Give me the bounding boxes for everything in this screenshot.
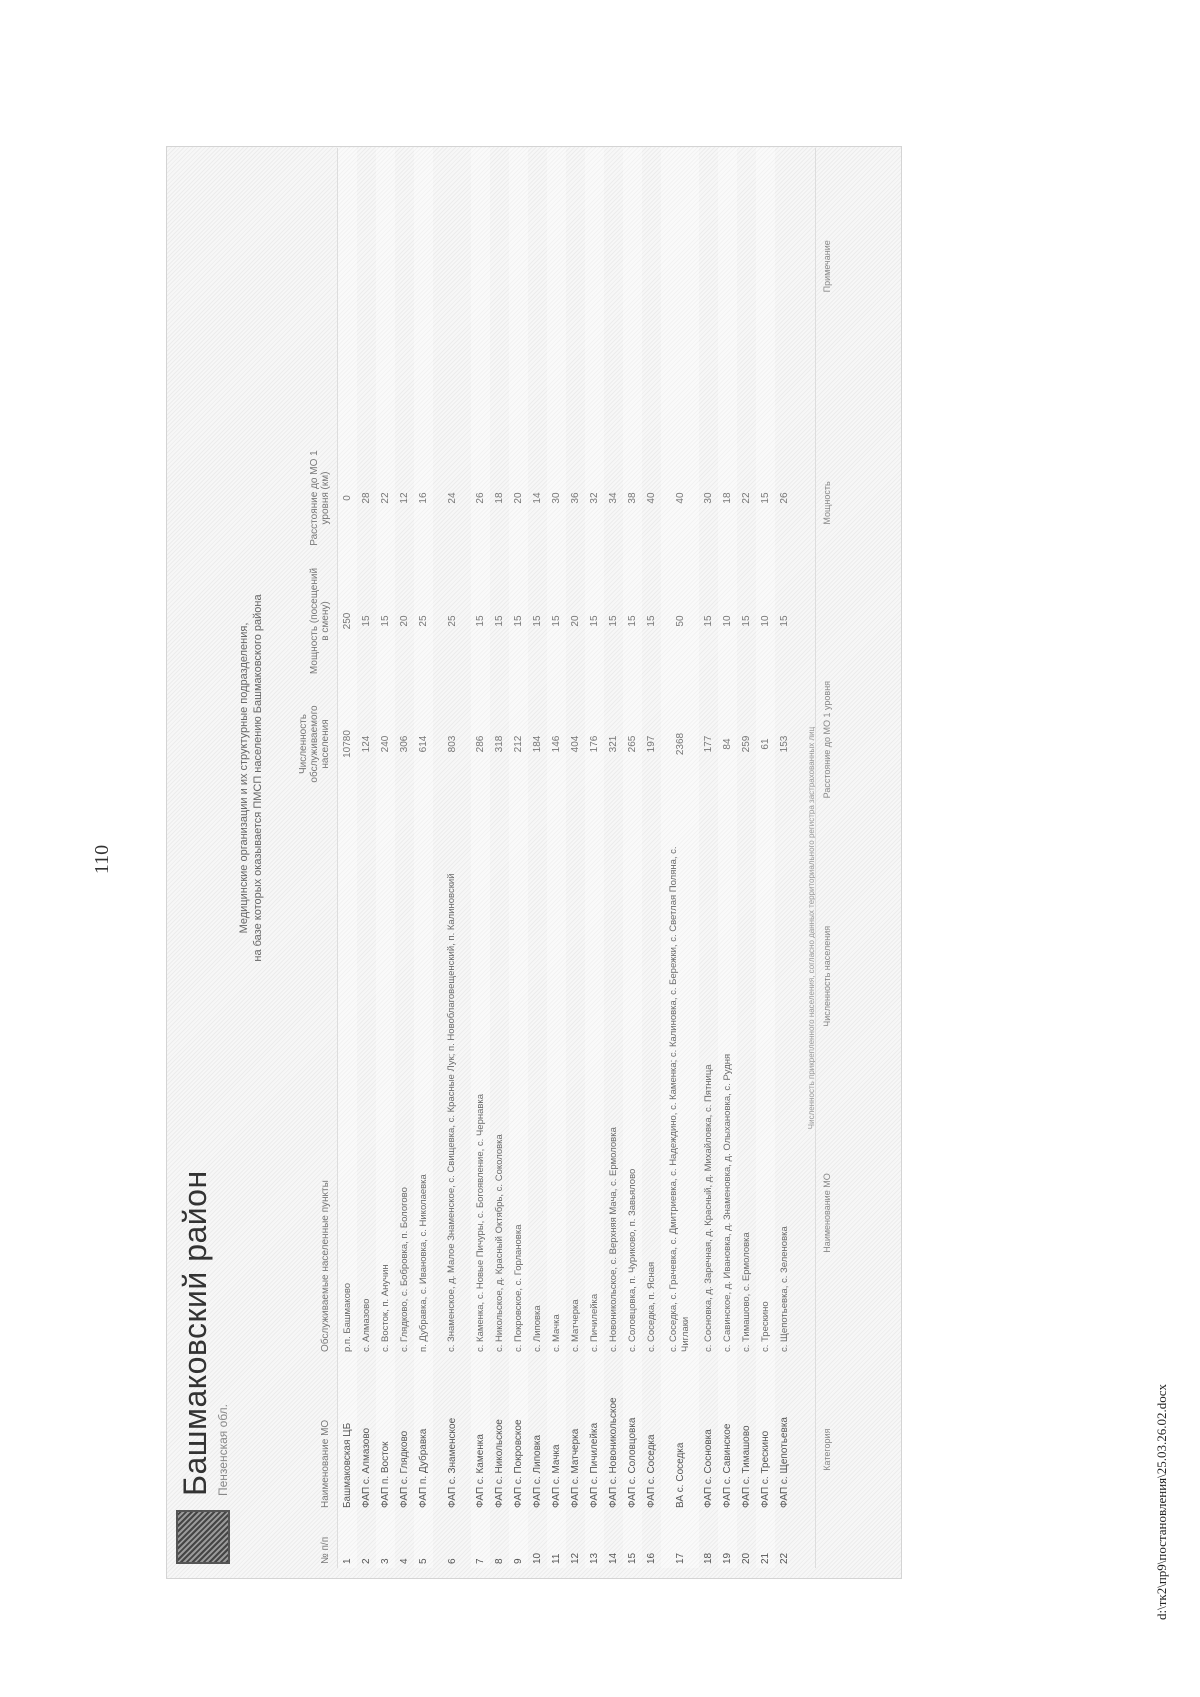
table-row [661, 148, 699, 1568]
cell-distance: 40 [674, 492, 686, 504]
cell-num: 1 [342, 1558, 353, 1564]
cell-name: ФАП с. Новоникольское [608, 1397, 619, 1508]
table-header [267, 148, 338, 1568]
district-block [177, 1170, 230, 1496]
cell-capacity: 15 [741, 615, 752, 627]
district-logo [176, 1510, 230, 1564]
cell-capacity: 15 [703, 615, 714, 627]
cell-population: 614 [418, 735, 429, 753]
cell-name: ФАП с. Щепотьевка [779, 1417, 790, 1508]
table-row [528, 148, 547, 1568]
cell-distance: 18 [494, 492, 505, 504]
cell-name: Башмаковская ЦБ [342, 1422, 353, 1508]
cell-name: ФАП с. Каменка [475, 1434, 486, 1508]
cell-capacity: 10 [722, 615, 733, 627]
footer-col-1: Наименование МО [822, 1173, 832, 1253]
cell-population: 240 [380, 735, 391, 753]
cell-distance: 0 [342, 495, 353, 501]
table-row [490, 148, 509, 1568]
cell-population: 212 [513, 735, 524, 753]
cell-capacity: 50 [674, 615, 686, 627]
district-title: Башмаковский район [176, 1170, 213, 1496]
cell-places: с. Трескино [759, 1301, 771, 1352]
cell-capacity: 15 [361, 615, 372, 627]
cell-distance: 32 [589, 492, 600, 504]
cell-population: 265 [627, 735, 638, 753]
cell-num: 4 [399, 1558, 410, 1564]
table-row [642, 148, 661, 1568]
cell-places: с. Никольское, д. Красный Октябрь, с. Соколовка [493, 1134, 505, 1352]
cell-num: 18 [703, 1552, 714, 1564]
cell-population: 84 [722, 738, 733, 750]
cell-num: 3 [380, 1558, 391, 1564]
cell-capacity: 15 [475, 615, 486, 627]
cell-population: 286 [475, 735, 486, 753]
cell-distance: 14 [532, 492, 543, 504]
cell-name: ФАП с. Соседка [646, 1434, 657, 1508]
cell-name: ФАП с. Знаменское [446, 1417, 458, 1508]
cell-population: 177 [703, 735, 714, 753]
table-row [509, 148, 528, 1568]
cell-num: 6 [446, 1558, 458, 1564]
cell-population: 2368 [674, 732, 686, 756]
header-num: № п/п [320, 1536, 331, 1564]
cell-name: ФАП с. Мачка [551, 1444, 562, 1508]
cell-num: 22 [779, 1552, 790, 1564]
cell-distance: 38 [627, 492, 638, 504]
cell-num: 16 [646, 1552, 657, 1564]
cell-distance: 30 [551, 492, 562, 504]
cell-capacity: 15 [646, 615, 657, 627]
cell-name: ФАП п. Дубравка [418, 1428, 429, 1508]
cell-num: 14 [608, 1552, 619, 1564]
cell-name: ФАП с. Савинское [722, 1423, 733, 1508]
cell-distance: 36 [570, 492, 581, 504]
table-row [433, 148, 471, 1568]
cell-num: 8 [494, 1558, 505, 1564]
cell-places: с. Алмазово [360, 1298, 372, 1352]
table-row [395, 148, 414, 1568]
table-row [547, 148, 566, 1568]
cell-num: 11 [551, 1553, 562, 1564]
cell-name: ФАП с. Трескино [760, 1430, 771, 1508]
cell-capacity: 10 [760, 615, 771, 627]
cell-places: с. Знаменское, д. Малое Знаменское, с. Свищевка, с. Красные Лук; п. Новоблаговещенский, п. Калиновский [446, 873, 457, 1352]
cell-num: 20 [741, 1552, 752, 1564]
table-row [585, 148, 604, 1568]
cell-distance: 22 [741, 492, 752, 504]
cell-capacity: 15 [627, 615, 638, 627]
table-row [376, 148, 395, 1568]
cell-name: ФАП с. Липовка [532, 1434, 543, 1508]
document-title-line-1: Медицинские организации и их структурные подразделения, [238, 622, 250, 934]
cell-name: ФАП п. Восток [380, 1441, 391, 1508]
footer-path [1140, 0, 1180, 1697]
table-row [414, 148, 433, 1568]
table-row [756, 148, 775, 1568]
cell-population: 318 [494, 735, 505, 753]
cell-capacity: 15 [532, 615, 543, 627]
cell-places: с. Новоникольское, с. Верхняя Мача, с. Ермоловка [607, 1127, 619, 1352]
table-row [471, 148, 490, 1568]
cell-distance: 40 [646, 492, 657, 504]
cell-places: с. Сосновка, д. Заречная, д. Красный, д. Михайловка, с. Пятница [702, 1064, 714, 1352]
header-population: Численность обслуживаемого населения [298, 705, 331, 783]
cell-places: с. Соседка, п. Ясная [645, 1261, 657, 1352]
cell-num: 15 [627, 1552, 638, 1564]
cell-num: 13 [589, 1552, 600, 1564]
district-subtitle: Пензенская обл. [215, 1404, 230, 1496]
cell-distance: 20 [513, 492, 524, 504]
cell-population: 124 [361, 735, 372, 753]
cell-distance: 16 [418, 492, 429, 504]
cell-places: р.п. Башмаково [341, 1282, 353, 1352]
cell-num: 19 [722, 1552, 733, 1564]
header-name: Наименование МО [320, 1419, 331, 1508]
cell-name: ФАП с. Покровское [513, 1419, 524, 1508]
cell-num: 7 [475, 1558, 486, 1564]
table-row [775, 148, 794, 1568]
cell-num: 9 [513, 1558, 524, 1564]
page-number: 110 [91, 844, 114, 875]
cell-distance: 28 [361, 492, 372, 504]
header-distance: Расстояние до МО 1 уровня (км) [309, 450, 331, 546]
table-row [357, 148, 376, 1568]
table-row [718, 148, 737, 1568]
footer-col-0: Категория [822, 1428, 832, 1471]
cell-name: ВА с. Соседка [674, 1442, 686, 1508]
cell-places: п. Дубравка, с. Ивановка, с. Николаевка [417, 1174, 429, 1352]
cell-places: с. Щепотьевка, с. Зеленовка [778, 1226, 790, 1352]
cell-population: 259 [741, 735, 752, 753]
cell-name: ФАП с. Алмазово [361, 1427, 372, 1508]
cell-capacity: 15 [608, 615, 619, 627]
cell-distance: 26 [779, 492, 790, 504]
table-row [623, 148, 642, 1568]
table-footer [815, 148, 832, 1568]
cell-places: с. Глядково, с. Бобровка, п. Бологово [398, 1187, 410, 1352]
table-row [566, 148, 585, 1568]
cell-distance: 26 [475, 492, 486, 504]
cell-name: ФАП с. Сосновка [703, 1429, 714, 1508]
cell-places: с. Матчерка [569, 1299, 581, 1352]
cell-places: с. Липовка [531, 1305, 543, 1352]
table-row [604, 148, 623, 1568]
cell-name: ФАП с. Тимашово [741, 1425, 752, 1508]
cell-capacity: 15 [779, 615, 790, 627]
cell-capacity: 15 [551, 615, 562, 627]
cell-name: ФАП с. Матчерка [570, 1428, 581, 1508]
cell-places: с. Пичилейка [588, 1293, 600, 1352]
cell-places: с. Соседка, с. Грачевка, с. Дмитриевка, с. Надеждино, с. Каменка; с. Калиновка, с. Бережки, с. Светлая Поляна, с. Чиглаки [668, 846, 691, 1352]
footer-col-2: Численность населения [822, 925, 832, 1027]
cell-distance: 15 [760, 492, 771, 504]
cell-num: 17 [674, 1552, 686, 1564]
cell-population: 404 [570, 735, 581, 753]
cell-places: с. Тимашово, с. Ермоловка [740, 1232, 752, 1352]
cell-distance: 12 [399, 492, 410, 504]
cell-places: с. Восток, п. Анучин [379, 1264, 391, 1352]
cell-population: 176 [589, 735, 600, 753]
cell-places: с. Покровское, с. Горлановка [512, 1224, 524, 1352]
table-row [699, 148, 718, 1568]
cell-places: с. Каменка, с. Новые Пичуры, с. Богоявление, с. Чернавка [474, 1093, 486, 1352]
table-note: Численность прикрепленного населения, согласно данных территориального регистра застрахованных лиц [807, 726, 816, 1130]
cell-places: с. Соловцовка, п. Чуриково, п. Завьялово [626, 1168, 638, 1352]
cell-distance: 30 [703, 492, 714, 504]
cell-name: ФАП с. Глядково [399, 1430, 410, 1508]
cell-distance: 18 [722, 492, 733, 504]
cell-capacity: 250 [342, 612, 353, 630]
cell-capacity: 20 [570, 615, 581, 627]
cell-num: 10 [532, 1552, 543, 1564]
cell-num: 2 [361, 1558, 372, 1564]
table-body [338, 148, 794, 1568]
cell-distance: 22 [380, 492, 391, 504]
cell-population: 197 [646, 735, 657, 753]
cell-population: 306 [399, 735, 410, 753]
cell-capacity: 25 [446, 615, 458, 627]
cell-distance: 34 [608, 492, 619, 504]
cell-name: ФАП с. Соловцовка [627, 1417, 638, 1508]
cell-capacity: 20 [399, 615, 410, 627]
header-places: Обслуживаемые населенные пункты [320, 1180, 331, 1352]
cell-num: 21 [760, 1552, 771, 1564]
rotated-sheet-frame [166, 146, 902, 1579]
document-title [237, 518, 265, 1038]
cell-capacity: 15 [494, 615, 505, 627]
cell-population: 184 [532, 735, 543, 753]
sheet-header [167, 147, 239, 1578]
cell-population: 146 [551, 735, 562, 753]
cell-population: 61 [760, 738, 771, 750]
footer-col-4: Мощность [822, 481, 832, 525]
cell-capacity: 15 [589, 615, 600, 627]
cell-population: 10780 [342, 730, 353, 758]
cell-population: 321 [608, 735, 619, 753]
header-capacity: Мощность (посещений в смену) [309, 567, 331, 675]
facilities-table [267, 148, 794, 1568]
footer-col-3: Расстояние до МО 1 уровня [822, 680, 832, 799]
cell-capacity: 15 [380, 615, 391, 627]
table-row [737, 148, 756, 1568]
table-row [338, 148, 357, 1568]
cell-population: 153 [779, 735, 790, 753]
cell-population: 803 [446, 735, 458, 753]
cell-capacity: 25 [418, 615, 429, 627]
cell-places: с. Мачка [550, 1314, 562, 1352]
document-title-line-2: на базе которых оказывается ПМСП населению Башмаковского района [252, 594, 264, 962]
cell-places: с. Савинское, д. Ивановка, д. Знаменовка, д. Олыхановка, с. Рудня [721, 1053, 733, 1352]
cell-distance: 24 [446, 492, 458, 504]
cell-num: 12 [570, 1552, 581, 1564]
cell-num: 5 [418, 1558, 429, 1564]
cell-name: ФАП с. Пичилейка [589, 1422, 600, 1508]
district-sheet [166, 146, 902, 1579]
cell-name: ФАП с. Никольское [494, 1419, 505, 1508]
footer-col-5: Примечание [822, 240, 832, 293]
footer-path-text: d:\тк2\пр9\постановления\25.03.26.02.docx [1154, 1383, 1169, 1620]
cell-capacity: 15 [513, 615, 524, 627]
